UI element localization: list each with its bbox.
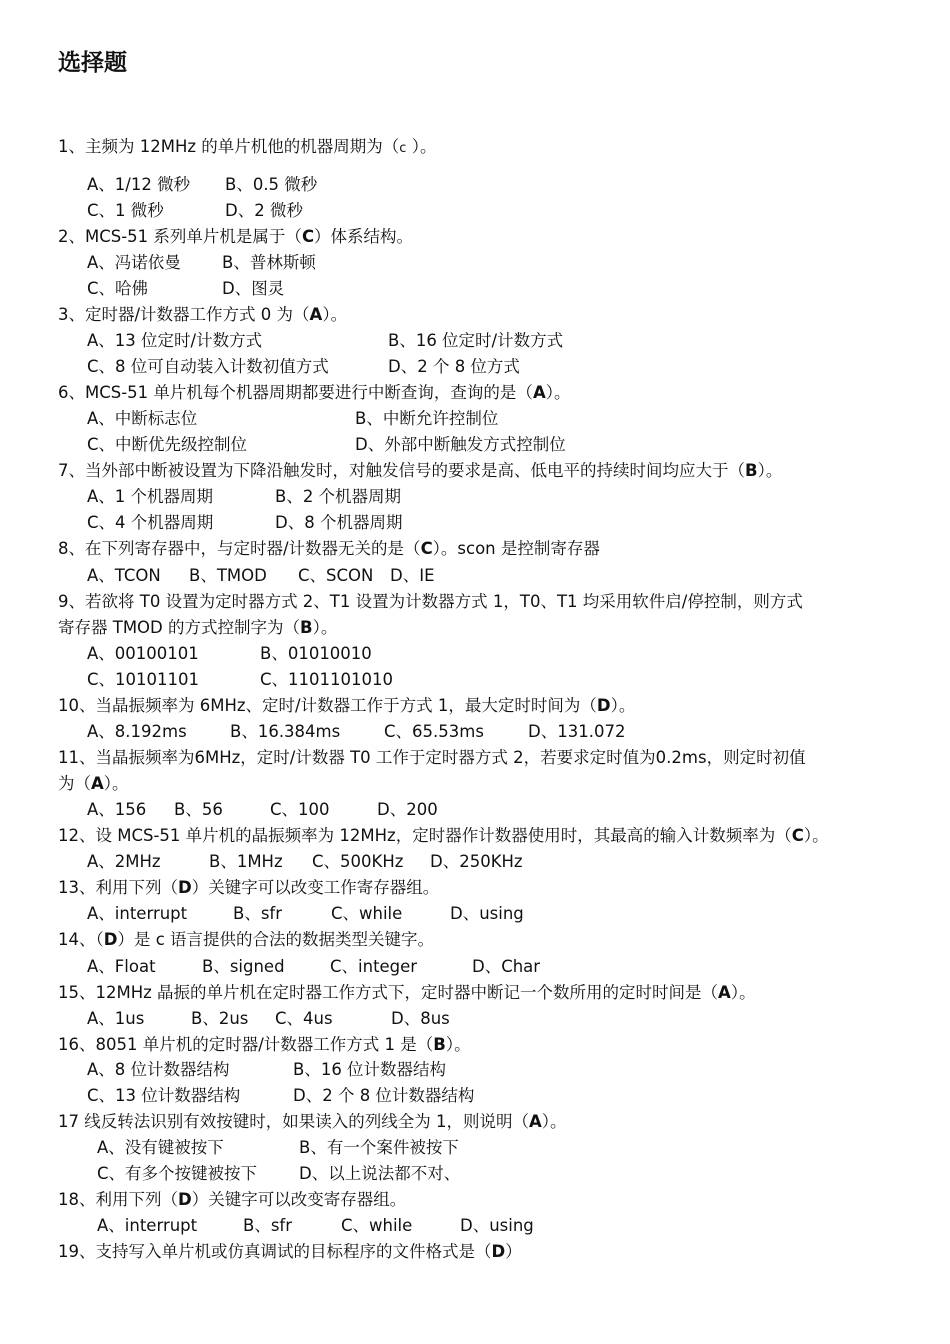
- question-19: 19、支持写入单片机或仿真调试的目标程序的文件格式是（D）: [58, 1242, 522, 1261]
- question-18: 18、利用下列（D）关键字可以改变寄存器组。: [58, 1190, 407, 1209]
- option-row: A、中断标志位 B、中断允许控制位: [87, 409, 499, 428]
- question-12: 12、设 MCS-51 单片机的晶振频率为 12MHz，定时器作计数器使用时，其最高的输入计数频率为（C）。: [58, 826, 829, 845]
- question-10: 10、当晶振频率为 6MHz、定时/计数器工作于方式 1，最大定时时间为（D）。: [58, 696, 636, 715]
- question-17: 17 线反转法识别有效按键时，如果读入的列线全为 1，则说明（A）。: [58, 1112, 567, 1131]
- option-row: A、冯诺依曼 B、普林斯顿: [87, 253, 316, 272]
- question-11: 11、当晶振频率为6MHz，定时/计数器 T0 工作于定时器方式 2，若要求定时值为0.2ms，则定时初值: [58, 748, 806, 767]
- option-row: C、中断优先级控制位 D、外部中断触发方式控制位: [87, 435, 566, 454]
- option-row: A、1us B、2us C、4us D、8us: [87, 1009, 450, 1028]
- option-row: A、00100101 B、01010010: [87, 644, 372, 663]
- option-row: A、8.192ms B、16.384ms C、65.53ms D、131.072: [87, 722, 626, 741]
- option-row: A、1/12 微秒 B、0.5 微秒: [87, 175, 318, 194]
- page-title: 选择题: [58, 50, 127, 76]
- question-8: 8、在下列寄存器中，与定时器/计数器无关的是（C）。scon 是控制寄存器: [58, 539, 600, 558]
- question-2: 2、MCS-51 系列单片机是属于（C）体系结构。: [58, 227, 414, 246]
- option-row: C、1 微秒 D、2 微秒: [87, 201, 303, 220]
- question-16: 16、8051 单片机的定时器/计数器工作方式 1 是（B）。: [58, 1035, 471, 1054]
- question-9: 9、若欲将 T0 设置为定时器方式 2、T1 设置为计数器方式 1，T0、T1 均采用软件启/停控制，则方式: [58, 592, 803, 611]
- option-row: A、interrupt B、sfr C、while D、using: [87, 904, 524, 923]
- option-row: A、13 位定时/计数方式 B、16 位定时/计数方式: [87, 331, 564, 350]
- question-14: 14、（D）是 c 语言提供的合法的数据类型关键字。: [58, 930, 435, 949]
- option-row: C、有多个按键被按下 D、以上说法都不对、: [97, 1164, 461, 1183]
- question-1: 1、主频为 12MHz 的单片机他的机器周期为（c ）。: [58, 137, 437, 156]
- option-row: C、8 位可自动装入计数初值方式 D、2 个 8 位方式: [87, 357, 520, 376]
- option-row: C、10101101 C、1101101010: [87, 670, 393, 689]
- option-row: C、13 位计数器结构 D、2 个 8 位计数器结构: [87, 1086, 475, 1105]
- question-15: 15、12MHz 晶振的单片机在定时器工作方式下，定时器中断记一个数所用的定时时间是（A）。: [58, 983, 756, 1002]
- option-row: A、8 位计数器结构 B、16 位计数器结构: [87, 1060, 447, 1079]
- option-row: A、interrupt B、sfr C、while D、using: [97, 1216, 534, 1235]
- question-3: 3、定时器/计数器工作方式 0 为（A）。: [58, 305, 348, 324]
- option-row: A、TCON B、TMOD C、SCON D、IE: [87, 566, 435, 585]
- question-11-continued: 为（A）。: [58, 774, 129, 793]
- question-13: 13、利用下列（D）关键字可以改变工作寄存器组。: [58, 878, 440, 897]
- option-row: C、哈佛 D、图灵: [87, 279, 285, 298]
- question-6: 6、MCS-51 单片机每个机器周期都要进行中断查询，查询的是（A）。: [58, 383, 571, 402]
- option-row: C、4 个机器周期 D、8 个机器周期: [87, 513, 403, 532]
- option-row: A、156 B、56 C、100 D、200: [87, 800, 438, 819]
- option-row: A、Float B、signed C、integer D、Char: [87, 957, 541, 976]
- option-row: A、2MHz B、1MHz C、500KHz D、250KHz: [87, 852, 523, 871]
- option-row: A、没有键被按下 B、有一个案件被按下: [97, 1138, 459, 1157]
- question-7: 7、当外部中断被设置为下降沿触发时，对触发信号的要求是高、低电平的持续时间均应大于（B）。: [58, 461, 783, 480]
- question-9-continued: 寄存器 TMOD 的方式控制字为（B）。: [58, 618, 338, 637]
- option-row: A、1 个机器周期 B、2 个机器周期: [87, 487, 402, 506]
